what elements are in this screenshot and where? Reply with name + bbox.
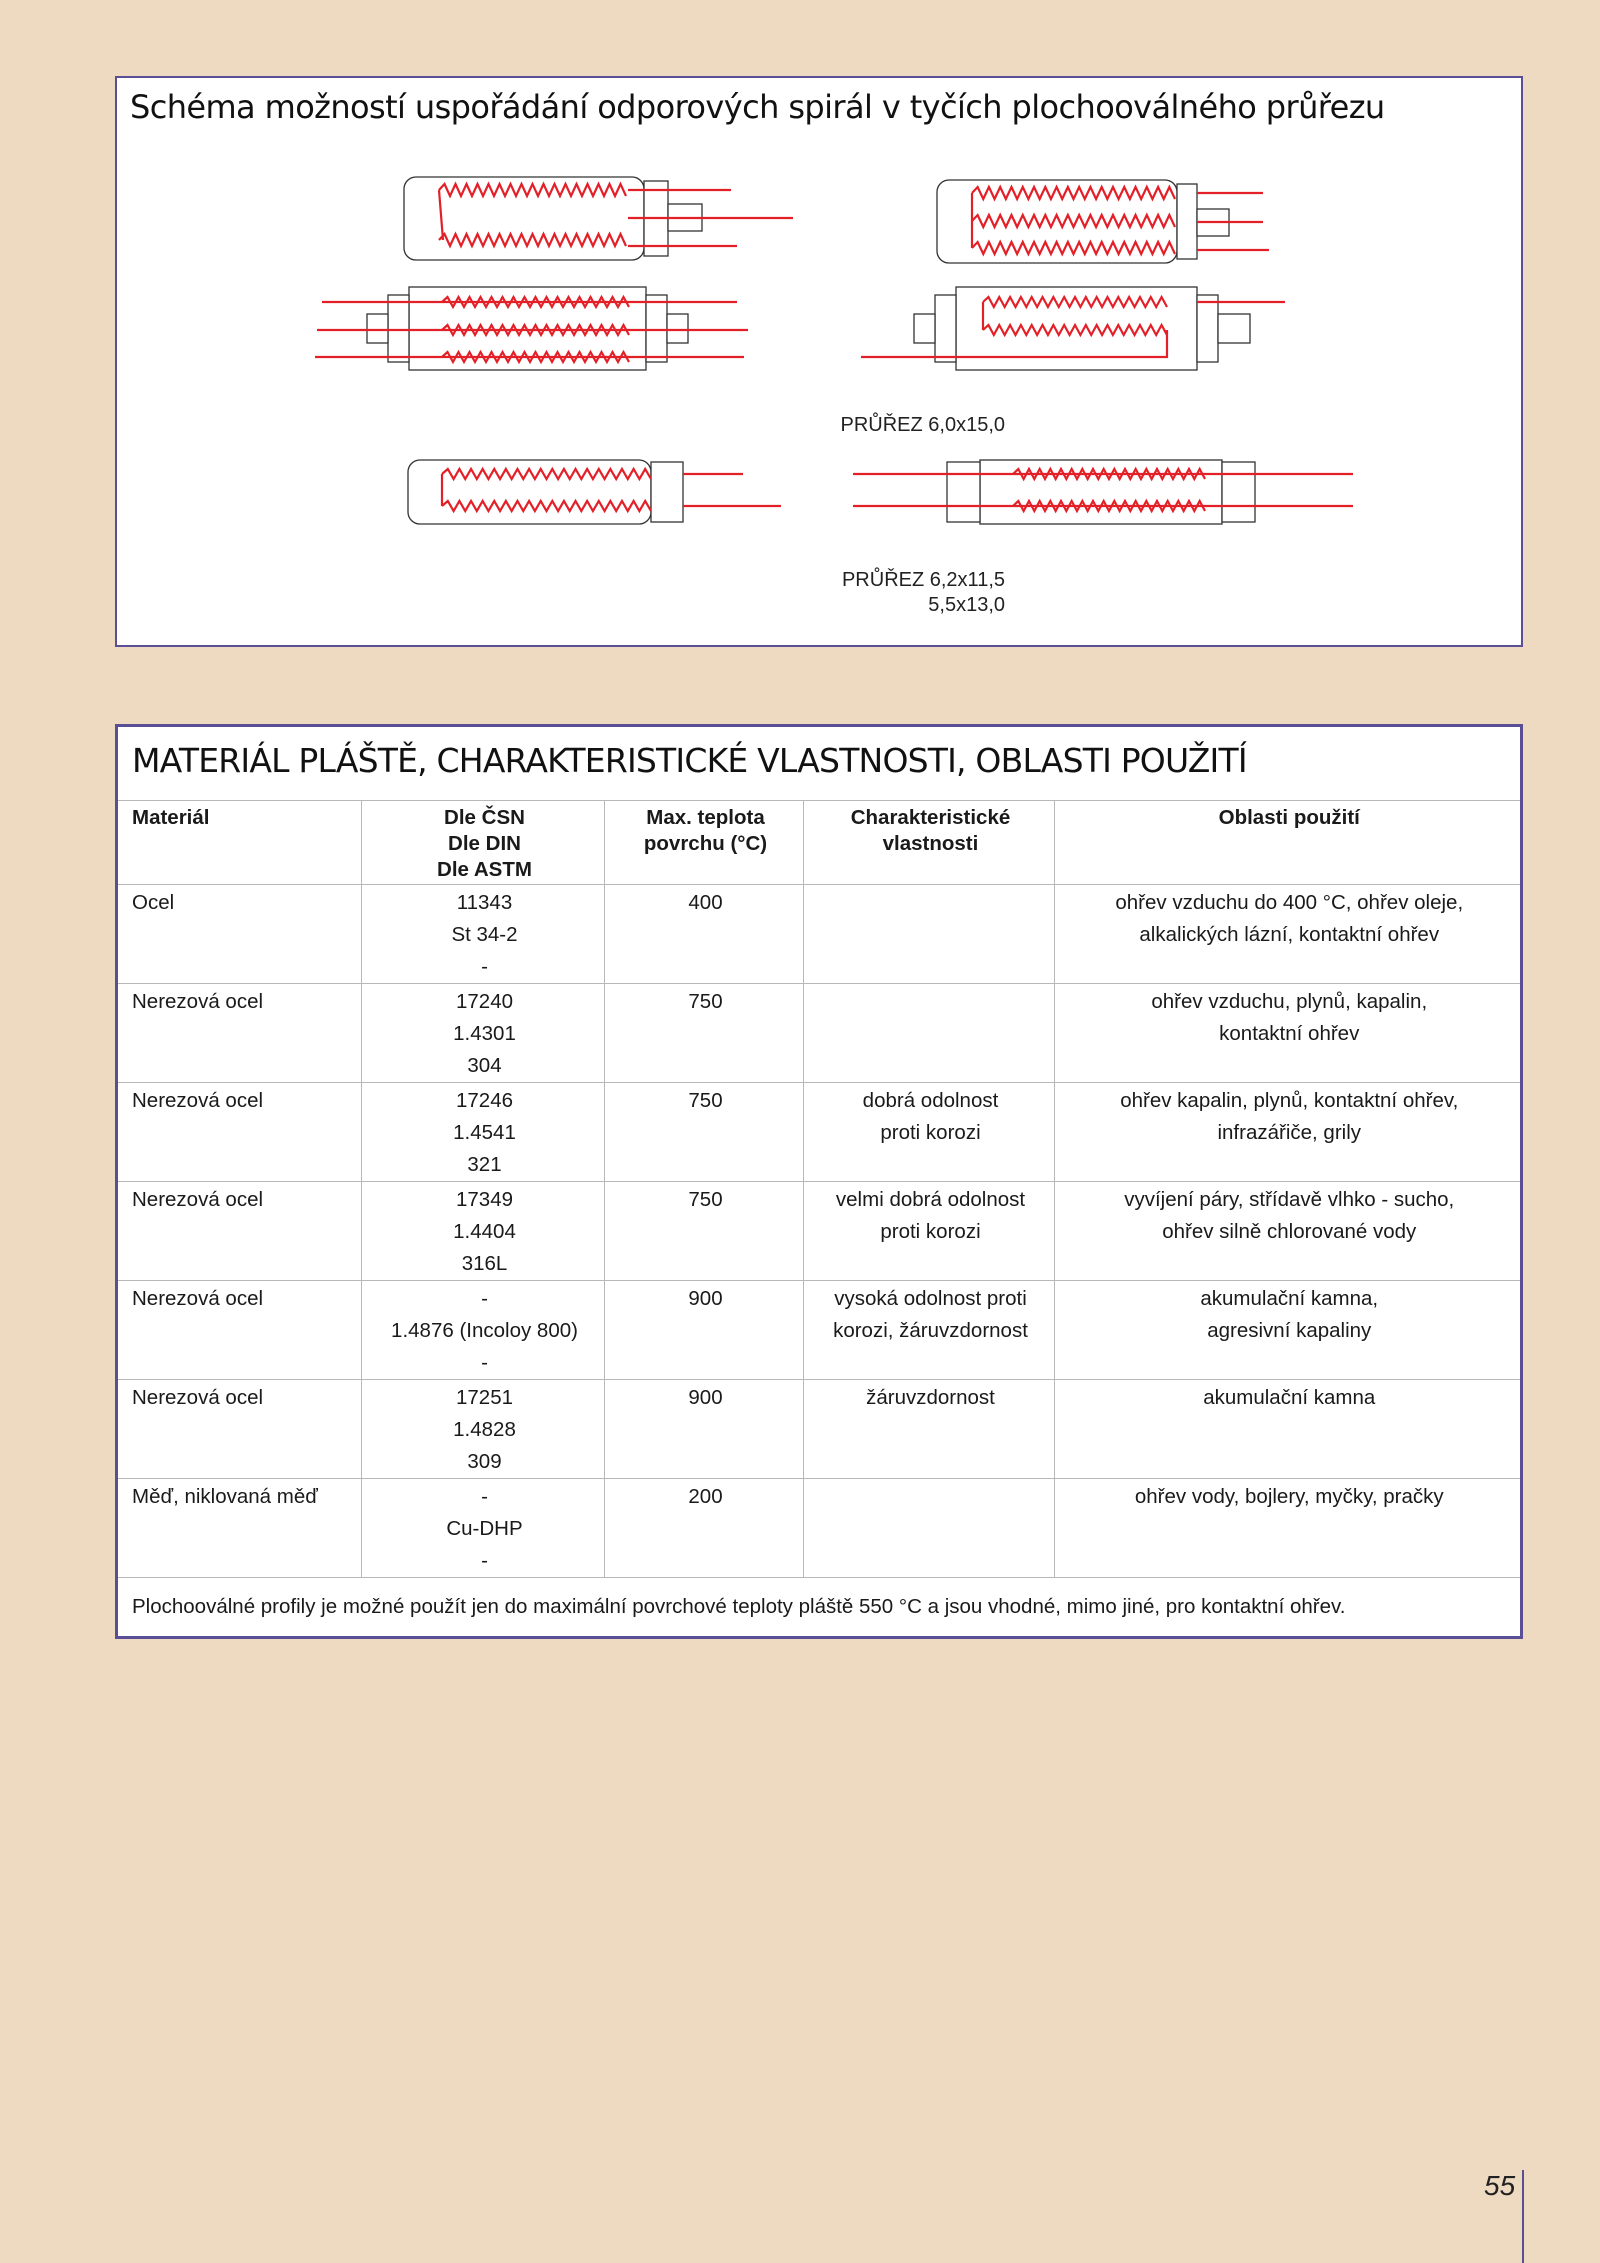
- cell-properties: [803, 885, 1054, 984]
- cell-material: Ocel: [118, 885, 361, 984]
- table-row: [118, 1281, 1520, 1380]
- caption-section-6x15: PRŮŘEZ 6,0x15,0: [840, 414, 1005, 436]
- cell-material: Nerezová ocel: [118, 984, 361, 1083]
- table-row: [118, 1182, 1520, 1281]
- cell-standard: - Cu-DHP -: [361, 1479, 604, 1578]
- cell-temperature: 900: [604, 1380, 803, 1479]
- table-row: [118, 1479, 1520, 1578]
- cell-temperature: 400: [604, 885, 803, 984]
- table-header-row: [118, 801, 1520, 885]
- table-row: [118, 984, 1520, 1083]
- cell-standard: - 1.4876 (Incoloy 800) -: [361, 1281, 604, 1380]
- cell-properties: dobrá odolnost proti korozi: [803, 1083, 1054, 1182]
- page-rule: [1522, 2170, 1524, 2263]
- cell-temperature: 200: [604, 1479, 803, 1578]
- table-title: MATERIÁL PLÁŠTĚ, CHARAKTERISTICKÉ VLASTNOSTI, OBLASTI POUŽITÍ: [132, 741, 1247, 780]
- header-temperature: Max. teplota povrchu (°C): [604, 801, 803, 885]
- table-row: [118, 1380, 1520, 1479]
- schema-title: Schéma možností uspořádání odporových spirál v tyčích plochooválného průřezu: [130, 88, 1385, 126]
- cell-temperature: 750: [604, 1083, 803, 1182]
- table-row: [118, 1083, 1520, 1182]
- cell-usage: ohřev kapalin, plynů, kontaktní ohřev, infrazářiče, grily: [1054, 1083, 1520, 1182]
- header-standard: Dle ČSN Dle DIN Dle ASTM: [361, 801, 604, 885]
- cell-material: Měď, niklovaná měď: [118, 1479, 361, 1578]
- heating-rod-diagram: [117, 78, 1521, 645]
- cell-properties: žáruvzdornost: [803, 1380, 1054, 1479]
- header-usage: Oblasti použití: [1054, 801, 1520, 885]
- cell-temperature: 900: [604, 1281, 803, 1380]
- cell-usage: akumulační kamna, agresivní kapaliny: [1054, 1281, 1520, 1380]
- table-row: [118, 885, 1520, 984]
- header-material: Materiál: [118, 801, 361, 885]
- cell-standard: 17251 1.4828 309: [361, 1380, 604, 1479]
- material-table: [118, 800, 1520, 1578]
- cell-properties: [803, 1479, 1054, 1578]
- cell-properties: velmi dobrá odolnost proti korozi: [803, 1182, 1054, 1281]
- cell-material: Nerezová ocel: [118, 1182, 361, 1281]
- cell-material: Nerezová ocel: [118, 1380, 361, 1479]
- cell-properties: [803, 984, 1054, 1083]
- header-properties: Charakteristické vlastnosti: [803, 801, 1054, 885]
- cell-temperature: 750: [604, 1182, 803, 1281]
- cell-material: Nerezová ocel: [118, 1281, 361, 1380]
- cell-standard: 17349 1.4404 316L: [361, 1182, 604, 1281]
- cell-standard: 11343 St 34-2 -: [361, 885, 604, 984]
- cell-properties: vysoká odolnost proti korozi, žáruvzdornost: [803, 1281, 1054, 1380]
- schema-panel: [115, 76, 1523, 647]
- cell-usage: ohřev vody, bojlery, myčky, pračky: [1054, 1479, 1520, 1578]
- cell-usage: vyvíjení páry, střídavě vlhko - sucho, ohřev silně chlorované vody: [1054, 1182, 1520, 1281]
- cell-usage: akumulační kamna: [1054, 1380, 1520, 1479]
- cell-material: Nerezová ocel: [118, 1083, 361, 1182]
- cell-usage: ohřev vzduchu do 400 °C, ohřev oleje, alkalických lázní, kontaktní ohřev: [1054, 885, 1520, 984]
- material-table-panel: [115, 724, 1523, 1639]
- cell-standard: 17246 1.4541 321: [361, 1083, 604, 1182]
- cell-standard: 17240 1.4301 304: [361, 984, 604, 1083]
- page-number: 55: [1484, 2170, 1516, 2201]
- table-note: Plochooválné profily je možné použít jen do maximální povrchové teploty pláště 550 °C a jsou vhodné, mimo jiné, pro kontaktní ohřev.: [132, 1595, 1346, 1618]
- caption-section-6-2x11-5: PRŮŘEZ 6,2x11,5 5,5x13,0: [841, 569, 1005, 616]
- cell-usage: ohřev vzduchu, plynů, kapalin, kontaktní ohřev: [1054, 984, 1520, 1083]
- cell-temperature: 750: [604, 984, 803, 1083]
